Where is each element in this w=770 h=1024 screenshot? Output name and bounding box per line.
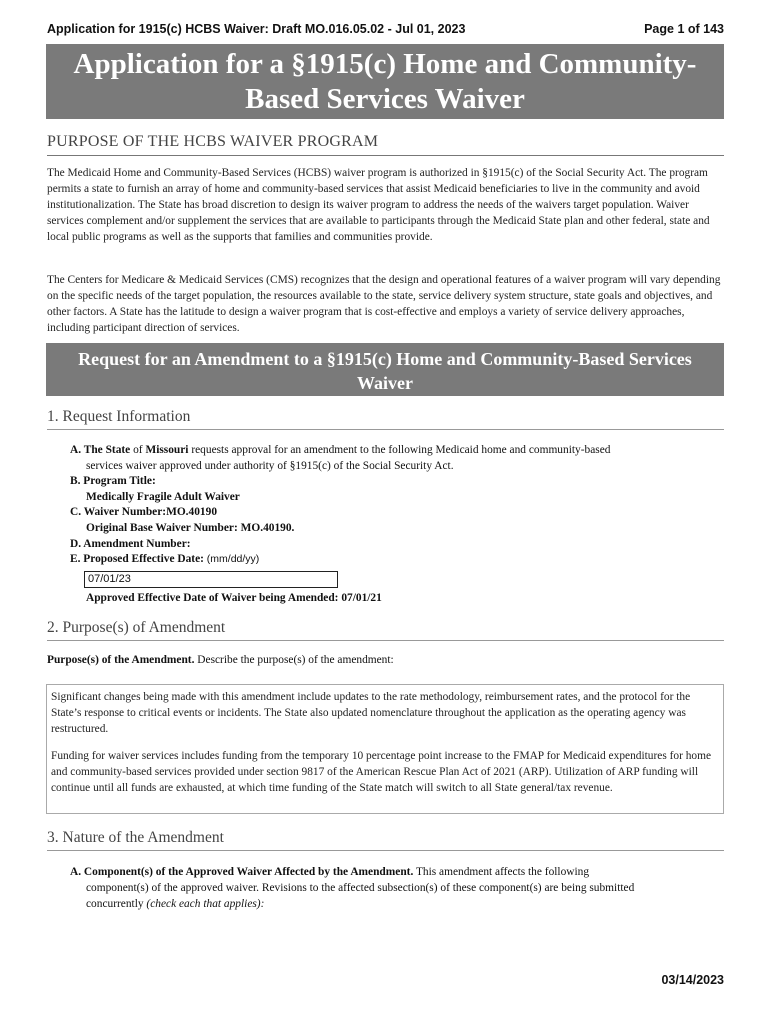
component-a-concurrently: concurrently bbox=[86, 898, 147, 910]
original-base-waiver-number: Original Base Waiver Number: MO.40190. bbox=[86, 521, 295, 534]
section-1-heading: 1. Request Information bbox=[47, 408, 724, 430]
item-a-of: of bbox=[130, 444, 146, 456]
page-number: Page 1 of 143 bbox=[644, 22, 724, 36]
waiver-number: C. Waiver Number:MO.40190 bbox=[70, 506, 218, 519]
section-2-heading: 2. Purpose(s) of Amendment bbox=[47, 619, 724, 641]
purpose-paragraph-1: The Medicaid Home and Community-Based Services (HCBS) waiver program is authorized in §1915(c) of the Social Security Act. The program permits a state to furnish an array of home and community-based services that assist Medicaid beneficiaries to live in the community and avoid institutionalization. The State has broad discretion to design its waiver program to address the needs of the waivers target population. Waiver services complement and/or supplement the services that are available to participants through the Medicaid State plan and other federal, state and local public programs as well as the supports that families and communities provide. bbox=[47, 167, 710, 243]
purpose-heading: PURPOSE OF THE HCBS WAIVER PROGRAM bbox=[47, 133, 724, 156]
component-a-line1 bbox=[70, 864, 710, 880]
item-a-state-label: State bbox=[105, 444, 131, 456]
effective-date-field[interactable]: 07/01/23 bbox=[84, 571, 338, 588]
effective-date-label-text: E. Proposed Effective Date: bbox=[70, 553, 204, 566]
section-3-heading: 3. Nature of the Amendment bbox=[47, 829, 724, 851]
purpose-label bbox=[47, 654, 394, 666]
purpose-label-rest: Describe the purpose(s) of the amendment: bbox=[194, 654, 394, 666]
item-a-rest: requests approval for an amendment to the following Medicaid home and community-based bbox=[188, 444, 611, 456]
approved-effective-date: Approved Effective Date of Waiver being Amended: 07/01/21 bbox=[86, 592, 382, 604]
request-banner bbox=[46, 343, 724, 396]
proposed-effective-date-label bbox=[70, 552, 710, 568]
page-header bbox=[47, 22, 724, 38]
component-a-rest: This amendment affects the following bbox=[413, 866, 590, 878]
item-a-continuation: services waiver approved under authority of §1915(c) of the Social Security Act. bbox=[86, 459, 454, 472]
footer-date: 03/14/2023 bbox=[661, 973, 724, 987]
program-title-value: Medically Fragile Adult Waiver bbox=[86, 490, 240, 503]
item-a-prefix: A. The bbox=[70, 444, 106, 456]
component-a-instruction: (check each that applies): bbox=[146, 898, 265, 910]
purpose-textbox[interactable] bbox=[46, 684, 724, 814]
document-title: Application for 1915(c) HCBS Waiver: Draft MO.016.05.02 - Jul 01, 2023 bbox=[47, 22, 466, 36]
date-format-hint: (mm/dd/yy) bbox=[206, 553, 260, 566]
request-banner-line2: Waiver bbox=[357, 373, 413, 393]
request-information bbox=[70, 443, 710, 568]
item-a bbox=[70, 443, 710, 459]
purpose-paragraph-2: The Centers for Medicare & Medicaid Services (CMS) recognizes that the design and operational features of a waiver program will vary depending on the specific needs of the target population, the resources available to the state, service delivery system structure, state goals and objectives, and other factors. A State has the latitude to design a waiver program that is cost-effective and employs a variety of service delivery approaches, including participant direction of services. bbox=[47, 274, 721, 334]
item-a-state: Missouri bbox=[145, 444, 189, 456]
main-title-line2: Based Services Waiver bbox=[245, 83, 525, 115]
purpose-text-paragraph-2: Funding for waiver services includes funding from the temporary 10 percentage point increase to the FMAP for Medicaid expenditures for home and community-based services provided under section 9817 of the American Rescue Plan Act of 2021 (ARP). Utilization of ARP funding will continue until all funds are exhausted, at which time funding of the State match will switch to all State general/tax revenue. bbox=[51, 750, 712, 794]
component-a bbox=[70, 864, 710, 912]
main-title-banner bbox=[46, 44, 724, 119]
purpose-label-bold: Purpose(s) of the Amendment. bbox=[47, 654, 195, 666]
component-a-line2: component(s) of the approved waiver. Revisions to the affected subsection(s) of these component(s) are being submitted bbox=[86, 882, 635, 894]
amendment-number-label: D. Amendment Number: bbox=[70, 537, 191, 550]
request-banner-line1: Request for an Amendment to a §1915(c) Home and Community-Based Services bbox=[78, 349, 692, 369]
main-title-line1: Application for a §1915(c) Home and Community- bbox=[73, 48, 697, 80]
component-a-line3 bbox=[70, 896, 710, 912]
purpose-text-paragraph-1: Significant changes being made with this amendment include updates to the rate methodology, reimbursement rates, and the protocol for the State’s response to critical events or incidents. The State also updated nomenclature throughout the application as the operating agency was restructured. bbox=[51, 691, 691, 735]
component-a-bold: A. Component(s) of the Approved Waiver Affected by the Amendment. bbox=[70, 866, 414, 878]
program-title-label: B. Program Title: bbox=[70, 475, 156, 488]
